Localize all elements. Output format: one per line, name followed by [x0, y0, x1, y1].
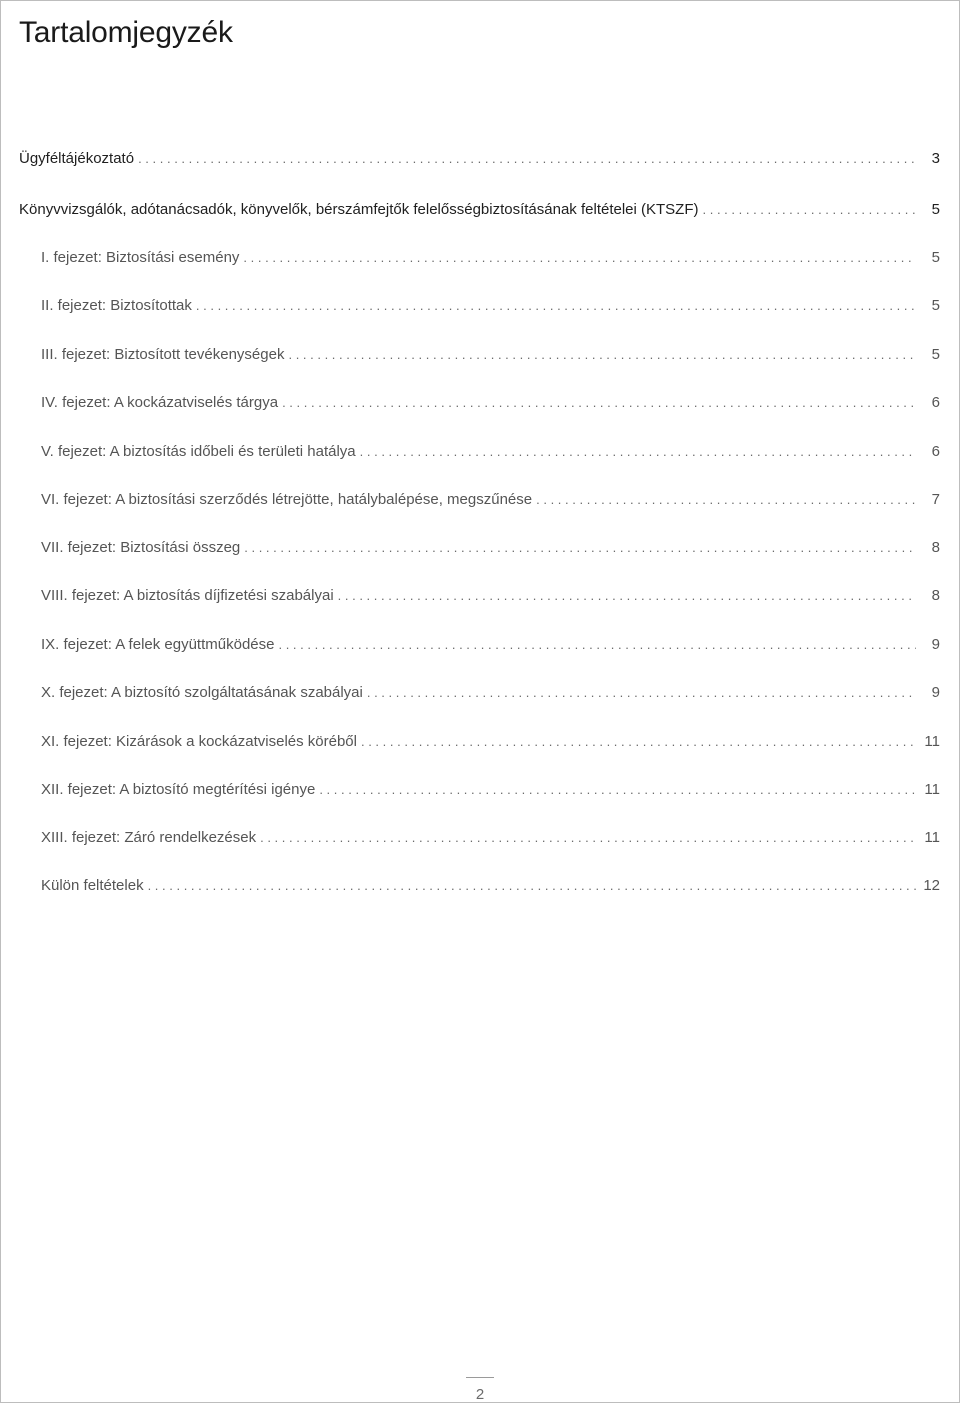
toc-entry-label: III. fejezet: Biztosított tevékenységek — [41, 346, 285, 363]
toc-entry[interactable] — [19, 781, 940, 805]
toc-entry-label: X. fejezet: A biztosító szolgáltatásának szabályai — [41, 684, 363, 701]
toc-entry[interactable] — [19, 877, 940, 901]
toc-entry-label: Ügyféltájékoztató — [19, 150, 135, 167]
page-title: Tartalomjegyzék — [19, 16, 233, 49]
toc-leader-dots — [244, 540, 916, 555]
toc-entry-label: VIII. fejezet: A biztosítás díjfizetési szabályai — [41, 587, 334, 604]
toc-leader-dots — [138, 151, 916, 166]
toc-leader-dots — [288, 347, 916, 362]
toc-entry-page: 5 — [931, 297, 940, 314]
toc-entry[interactable] — [19, 443, 940, 467]
toc-leader-dots — [260, 830, 916, 845]
toc-entry[interactable] — [19, 150, 940, 174]
toc-entry-label: II. fejezet: Biztosítottak — [41, 297, 192, 314]
toc-entry[interactable] — [19, 249, 940, 273]
toc-leader-dots — [367, 685, 916, 700]
toc-leader-dots — [703, 202, 917, 217]
toc-entry-label: V. fejezet: A biztosítás időbeli és területi hatálya — [41, 443, 356, 460]
toc-leader-dots — [360, 444, 916, 459]
toc-entry[interactable] — [19, 733, 940, 757]
toc-entry-page: 5 — [931, 201, 940, 218]
toc-entry-label: XIII. fejezet: Záró rendelkezések — [41, 829, 257, 846]
toc-leader-dots — [536, 492, 916, 507]
toc-leader-dots — [361, 734, 916, 749]
toc-entry-label: IX. fejezet: A felek együttműködése — [41, 636, 275, 653]
toc-entry[interactable] — [19, 587, 940, 611]
toc-entry-page: 9 — [931, 684, 940, 701]
toc-entry[interactable] — [19, 829, 940, 853]
toc-leader-dots — [319, 782, 916, 797]
toc-entry-page: 6 — [931, 443, 940, 460]
toc-entry-label: I. fejezet: Biztosítási esemény — [41, 249, 240, 266]
toc-entry-label: XII. fejezet: A biztosító megtérítési igénye — [41, 781, 316, 798]
toc-entry-page: 5 — [931, 346, 940, 363]
toc-entry-label: Külön feltételek — [41, 877, 144, 894]
toc-entry-label: Könyvvizsgálók, adótanácsadók, könyvelők, bérszámfejtők felelősségbiztosításának feltételei (KTSZF) — [19, 201, 699, 218]
toc-leader-dots — [148, 878, 916, 893]
toc-entry[interactable] — [19, 346, 940, 370]
toc-entry[interactable] — [19, 491, 940, 515]
toc-entry-page: 6 — [931, 394, 940, 411]
toc-entry-page: 5 — [931, 249, 940, 266]
toc-entry-page: 3 — [931, 150, 940, 167]
toc-entry-label: VII. fejezet: Biztosítási összeg — [41, 539, 241, 556]
toc-entry-page: 9 — [931, 636, 940, 653]
toc-entry[interactable] — [19, 201, 940, 225]
toc-entry-label: XI. fejezet: Kizárások a kockázatviselés köréből — [41, 733, 357, 750]
toc-entry[interactable] — [19, 297, 940, 321]
toc-entry-page: 11 — [924, 829, 940, 846]
toc-entry-page: 7 — [931, 491, 940, 508]
toc-entry-page: 11 — [924, 733, 940, 750]
toc-entry-page: 8 — [931, 587, 940, 604]
toc-entry-page: 11 — [924, 781, 940, 798]
toc-entry[interactable] — [19, 684, 940, 708]
toc-entry[interactable] — [19, 394, 940, 418]
toc-leader-dots — [243, 250, 916, 265]
toc-entry-page: 12 — [923, 877, 940, 894]
toc-entry-label: VI. fejezet: A biztosítási szerződés létrejötte, hatálybalépése, megszűnése — [41, 491, 533, 508]
toc-leader-dots — [196, 298, 916, 313]
footer-divider — [466, 1377, 494, 1378]
toc-leader-dots — [282, 395, 916, 410]
toc-entry[interactable] — [19, 539, 940, 563]
toc-entry-label: IV. fejezet: A kockázatviselés tárgya — [41, 394, 279, 411]
page-number: 2 — [475, 1386, 485, 1403]
toc-entry[interactable] — [19, 636, 940, 660]
toc-leader-dots — [338, 588, 916, 603]
toc-entry-page: 8 — [931, 539, 940, 556]
toc-leader-dots — [278, 637, 916, 652]
